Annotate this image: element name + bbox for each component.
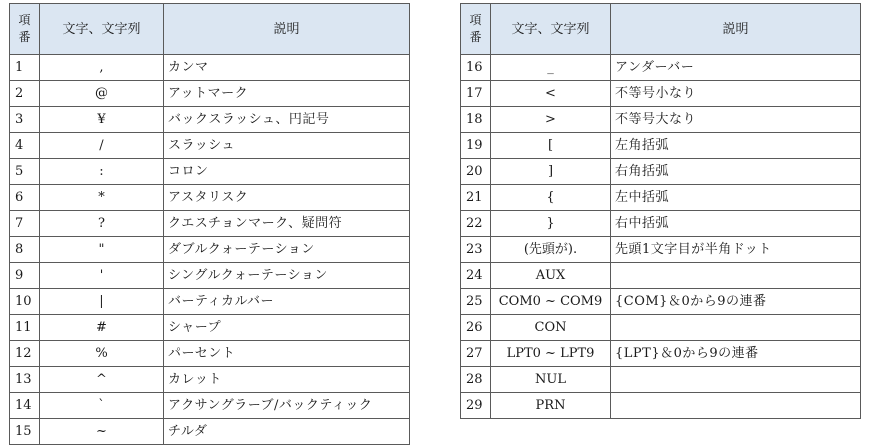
table-row: [461, 367, 861, 393]
row-description: 左角括弧: [611, 133, 861, 159]
row-chars: LPT0 ~ LPT9: [491, 341, 611, 367]
row-description: [611, 393, 861, 419]
header-no-line2: 番: [469, 30, 482, 44]
row-number: 1: [10, 55, 40, 81]
header-row: [461, 4, 861, 55]
table-row: [10, 393, 410, 419]
header-no: [461, 4, 491, 55]
row-chars: >: [491, 107, 611, 133]
row-chars: `: [40, 393, 164, 419]
right-table-body: [461, 55, 861, 419]
row-chars: *: [40, 185, 164, 211]
row-chars: ": [40, 237, 164, 263]
row-description: 不等号小なり: [611, 81, 861, 107]
row-number: 13: [10, 367, 40, 393]
row-description: [611, 315, 861, 341]
row-description: 右中括弧: [611, 211, 861, 237]
header-chars: 文字、文字列: [491, 4, 611, 55]
table-row: [461, 341, 861, 367]
row-description: パーセント: [164, 341, 410, 367]
table-row: [461, 159, 861, 185]
table-row: [461, 107, 861, 133]
row-chars: %: [40, 341, 164, 367]
row-number: 16: [461, 55, 491, 81]
table-row: [461, 185, 861, 211]
row-number: 27: [461, 341, 491, 367]
table-row: [10, 81, 410, 107]
row-chars: AUX: [491, 263, 611, 289]
row-number: 2: [10, 81, 40, 107]
row-description: アットマーク: [164, 81, 410, 107]
row-number: 7: [10, 211, 40, 237]
row-number: 3: [10, 107, 40, 133]
row-description: クエスチョンマーク、疑問符: [164, 211, 410, 237]
row-number: 6: [10, 185, 40, 211]
row-chars: COM0 ~ COM9: [491, 289, 611, 315]
row-number: 20: [461, 159, 491, 185]
row-description: アクサングラーブ/バックティック: [164, 393, 410, 419]
row-description: 先頭1文字目が半角ドット: [611, 237, 861, 263]
table-row: [10, 55, 410, 81]
row-description: シングルクォーテーション: [164, 263, 410, 289]
row-number: 29: [461, 393, 491, 419]
row-chars: #: [40, 315, 164, 341]
header-row: [10, 4, 410, 55]
row-number: 4: [10, 133, 40, 159]
row-chars: PRN: [491, 393, 611, 419]
row-description: アンダーバー: [611, 55, 861, 81]
table-row: [461, 289, 861, 315]
table-row: [10, 133, 410, 159]
row-number: 23: [461, 237, 491, 263]
row-chars: /: [40, 133, 164, 159]
row-description: カンマ: [164, 55, 410, 81]
table-row: [10, 341, 410, 367]
row-description: コロン: [164, 159, 410, 185]
row-chars: _: [491, 55, 611, 81]
left-table-body: [10, 55, 410, 445]
row-description: 左中括弧: [611, 185, 861, 211]
row-description: アスタリスク: [164, 185, 410, 211]
row-description: バックスラッシュ、円記号: [164, 107, 410, 133]
table-row: [10, 107, 410, 133]
row-description: カレット: [164, 367, 410, 393]
table-row: [461, 211, 861, 237]
row-number: 12: [10, 341, 40, 367]
table-row: [461, 55, 861, 81]
row-description: 不等号大なり: [611, 107, 861, 133]
header-desc: 説明: [164, 4, 410, 55]
table-row: [461, 263, 861, 289]
table-row: [10, 237, 410, 263]
row-number: 17: [461, 81, 491, 107]
row-chars: }: [491, 211, 611, 237]
table-row: [10, 211, 410, 237]
row-chars: {: [491, 185, 611, 211]
left-table: [9, 3, 410, 445]
table-row: [10, 263, 410, 289]
row-chars: @: [40, 81, 164, 107]
table-row: [461, 237, 861, 263]
row-number: 25: [461, 289, 491, 315]
row-number: 11: [10, 315, 40, 341]
header-no: [10, 4, 40, 55]
table-row: [10, 289, 410, 315]
row-number: 10: [10, 289, 40, 315]
row-chars: <: [491, 81, 611, 107]
row-description: シャープ: [164, 315, 410, 341]
row-chars: ]: [491, 159, 611, 185]
header-no-line1: 項: [18, 13, 31, 27]
row-number: 26: [461, 315, 491, 341]
table-row: [10, 419, 410, 445]
table-row: [10, 159, 410, 185]
row-description: 右角括弧: [611, 159, 861, 185]
row-number: 28: [461, 367, 491, 393]
row-number: 21: [461, 185, 491, 211]
row-number: 9: [10, 263, 40, 289]
table-row: [461, 81, 861, 107]
header-chars: 文字、文字列: [40, 4, 164, 55]
row-description: スラッシュ: [164, 133, 410, 159]
table-row: [10, 185, 410, 211]
header-no-line1: 項: [469, 13, 482, 27]
row-description: ダブルクォーテーション: [164, 237, 410, 263]
row-chars: NUL: [491, 367, 611, 393]
table-row: [461, 133, 861, 159]
row-number: 18: [461, 107, 491, 133]
row-number: 5: [10, 159, 40, 185]
row-number: 14: [10, 393, 40, 419]
table-row: [10, 315, 410, 341]
row-chars: ?: [40, 211, 164, 237]
row-chars: CON: [491, 315, 611, 341]
row-chars: |: [40, 289, 164, 315]
table-row: [461, 393, 861, 419]
header-desc: 説明: [611, 4, 861, 55]
row-chars: [: [491, 133, 611, 159]
row-number: 24: [461, 263, 491, 289]
row-chars: ,: [40, 55, 164, 81]
row-chars: (先頭が).: [491, 237, 611, 263]
row-chars: ': [40, 263, 164, 289]
row-chars: :: [40, 159, 164, 185]
row-description: {LPT}＆0から9の連番: [611, 341, 861, 367]
table-row: [461, 315, 861, 341]
row-chars: ¥: [40, 107, 164, 133]
row-chars: ^: [40, 367, 164, 393]
row-description: [611, 263, 861, 289]
header-no-line2: 番: [18, 30, 31, 44]
row-number: 22: [461, 211, 491, 237]
row-description: {COM}＆0から9の連番: [611, 289, 861, 315]
table-row: [10, 367, 410, 393]
right-table: [460, 3, 861, 419]
row-number: 19: [461, 133, 491, 159]
row-number: 15: [10, 419, 40, 445]
row-chars: ~: [40, 419, 164, 445]
row-description: チルダ: [164, 419, 410, 445]
row-number: 8: [10, 237, 40, 263]
row-description: [611, 367, 861, 393]
row-description: バーティカルバー: [164, 289, 410, 315]
